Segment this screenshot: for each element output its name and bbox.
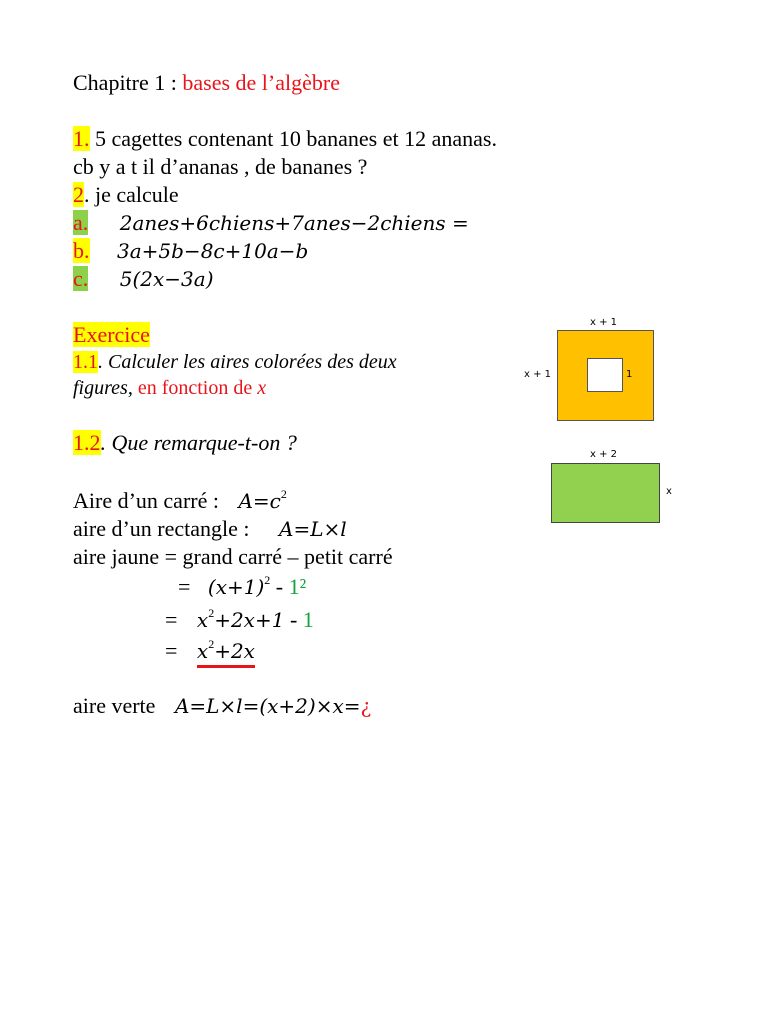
square-area-label: Aire d’un carré : [73, 488, 219, 513]
step-3-rest: +2x [214, 639, 255, 663]
orange-square [557, 330, 654, 421]
square-left-label: x + 1 [524, 369, 552, 380]
step-2-exponent: 2 [208, 606, 215, 620]
question-1-1-variable: x [257, 377, 267, 399]
square-top-label: x + 1 [590, 317, 618, 328]
rectangle-area-label: aire d’un rectangle : [73, 516, 250, 541]
item-a-label: a. [73, 210, 89, 235]
question-1-1-text: . Calculer les aires colorées des deux [98, 351, 397, 373]
step-1 [178, 574, 306, 603]
question-1-1 [73, 350, 397, 374]
question-1-1-function: en fonction de [132, 377, 253, 399]
question-1-1-line2 [73, 376, 266, 400]
square-area-exponent: 2 [280, 487, 287, 501]
question-1-2-number: 1.2 [73, 430, 101, 455]
step-2 [165, 607, 314, 636]
green-rectangle [551, 463, 660, 523]
item-a [73, 210, 469, 236]
question-1-1-figures: figures, [73, 377, 133, 399]
square-area-line [73, 488, 287, 517]
problem-2-text: . je calcule [84, 182, 179, 207]
item-b-expr: 3a+5b−8c+10a−b [117, 239, 309, 263]
step-2-one: 1 [302, 607, 314, 632]
step-1-equals: = [178, 574, 191, 599]
problem-1-number: 1. [73, 126, 90, 151]
chapter-prefix: Chapitre 1 : [73, 70, 177, 95]
chapter-title [73, 70, 340, 96]
step-2-rest: +2x+1 [214, 608, 285, 632]
yellow-area-label: aire jaune = grand carré – petit carré [73, 544, 393, 569]
item-a-expr: 2anes+6chiens+7anes−2chiens = [119, 211, 469, 235]
problem-1-question: cb y a t il d’ananas , de bananes ? [73, 154, 368, 179]
step-1-expr: (x+1) [207, 575, 265, 599]
item-c [73, 266, 214, 292]
step-3-exponent: 2 [208, 637, 215, 651]
inner-square-label: 1 [626, 369, 633, 380]
chapter-subject: bases de l’algèbre [182, 70, 340, 95]
square-area-formula: A=c [238, 489, 281, 513]
step-1-exponent: 2 [264, 573, 271, 587]
green-area-line [73, 693, 371, 719]
question-1-2 [73, 430, 297, 456]
exercise-title [73, 322, 150, 348]
problem-1-text: 5 cagettes contenant 10 bananes et 12 ananas. [89, 126, 497, 151]
item-b-label: b. [73, 238, 90, 263]
rectangle-area-formula: A=L×l [279, 517, 347, 541]
green-area-formula: A=L×l=(x+2)×x= [174, 694, 361, 718]
step-3-result [196, 637, 255, 668]
step-2-minus: - [284, 607, 303, 632]
inner-white-square [587, 358, 623, 392]
step-3-x: x [196, 639, 209, 663]
exercise-title-text: Exercice [73, 322, 150, 347]
item-b [73, 238, 308, 264]
question-1-1-number: 1.1 [73, 351, 98, 373]
question-1-2-text: . Que remarque-t-on ? [100, 430, 297, 455]
step-2-x: x [196, 608, 209, 632]
rectangle-area-line [73, 516, 347, 542]
problem-2 [73, 182, 179, 208]
problem-2-number: 2 [73, 182, 84, 207]
step-1-minus: - [270, 574, 289, 599]
rectangle-right-label: x [666, 486, 672, 497]
step-3 [165, 638, 255, 668]
green-area-label: aire verte [73, 693, 156, 718]
problem-1 [73, 126, 497, 152]
green-area-unknown: ¿ [360, 694, 372, 718]
step-3-equals: = [165, 638, 178, 663]
item-c-label: c. [73, 266, 89, 291]
step-1-one: 1² [288, 574, 307, 599]
item-c-expr: 5(2x−3a) [119, 267, 214, 291]
step-2-equals: = [165, 607, 178, 632]
rectangle-top-label: x + 2 [590, 449, 618, 460]
